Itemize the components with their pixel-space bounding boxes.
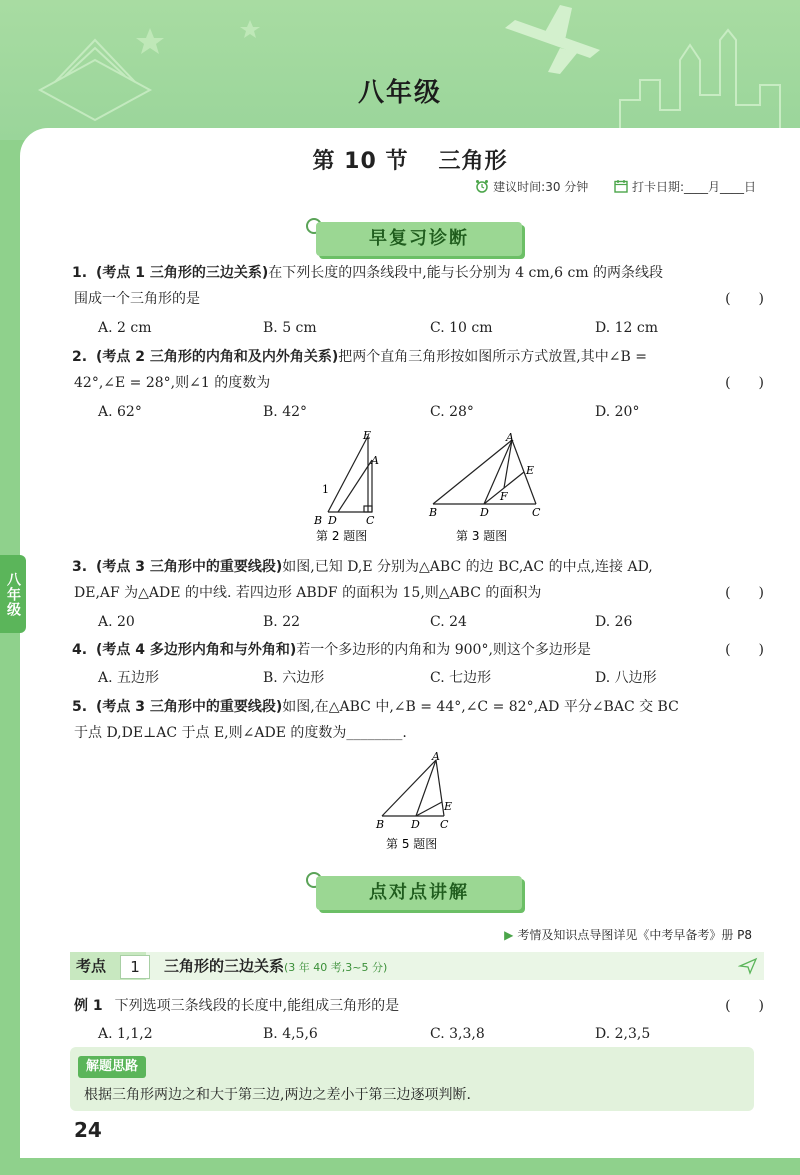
point-label: F xyxy=(500,490,508,503)
example-1 xyxy=(74,993,764,1019)
question-text: 若一个多边形的内角和为 900°,则这个多边形是 xyxy=(296,642,591,658)
question-tag: (考点 3 三角形中的重要线段) xyxy=(96,699,283,715)
question-5 xyxy=(74,694,764,746)
angle-label: 1 xyxy=(322,483,329,496)
page-number: 24 xyxy=(74,1118,102,1142)
keypoint-title-text: 三角形的三边关系 xyxy=(164,957,285,975)
point-label: B xyxy=(376,818,385,831)
example-label: 例 1 xyxy=(74,998,103,1014)
point-label: D xyxy=(480,506,489,519)
point-label: A xyxy=(371,454,379,467)
option-d[interactable]: D. 12 cm xyxy=(595,320,659,336)
keypoint-title xyxy=(164,952,387,982)
arrow-right-icon: ▶ xyxy=(504,928,514,942)
option-a[interactable]: A. 2 cm xyxy=(98,320,152,336)
question-number: 5. xyxy=(72,699,88,715)
question-tag: (考点 3 三角形中的重要线段) xyxy=(96,559,283,575)
suggested-time: 建议时间:30 分钟 xyxy=(493,180,589,194)
question-text: 把两个直角三角形按如图所示方式放置,其中∠B = xyxy=(338,349,647,365)
option-c[interactable]: C. 10 cm xyxy=(430,320,493,336)
question-3 xyxy=(74,554,764,606)
answer-paren[interactable]: ( ) xyxy=(725,998,764,1014)
keypoint-note: (3 年 40 考,3~5 分) xyxy=(284,961,388,974)
question-text: 如图,已知 D,E 分别为△ABC 的边 BC,AC 的中点,连接 AD, xyxy=(282,559,653,575)
option-a[interactable]: A. 1,1,2 xyxy=(98,1026,153,1042)
point-label: C xyxy=(366,514,375,527)
option-a[interactable]: A. 五边形 xyxy=(98,670,160,686)
point-label: E xyxy=(363,429,372,442)
meta-line xyxy=(475,178,756,195)
point-label: C xyxy=(440,818,449,831)
option-b[interactable]: B. 42° xyxy=(263,404,308,420)
point-label: A xyxy=(432,750,440,763)
header-background xyxy=(0,0,800,140)
option-c[interactable]: C. 24 xyxy=(430,614,467,630)
option-c[interactable]: C. 28° xyxy=(430,404,474,420)
explain-banner: 点对点讲解 xyxy=(316,876,522,910)
figure-5-caption: 第 5 题图 xyxy=(386,837,438,851)
section-name: 三角形 xyxy=(438,149,508,174)
point-label: D xyxy=(411,818,420,831)
option-b[interactable]: B. 22 xyxy=(263,614,301,630)
solution-thinking-text: 根据三角形两边之和大于第三边,两边之差小于第三边逐项判断. xyxy=(84,1087,471,1103)
question-text-line2: DE,AF 为△ADE 的中线. 若四边形 ABDF 的面积为 15,则△ABC 的面积为 xyxy=(74,585,542,601)
option-a[interactable]: A. 62° xyxy=(98,404,142,420)
calendar-icon xyxy=(614,179,628,193)
example-text: 下列选项三条线段的长度中,能组成三角形的是 xyxy=(114,998,400,1014)
question-tag: (考点 2 三角形的内角和及内外角关系) xyxy=(96,349,339,365)
question-text: 在下列长度的四条线段中,能与长分别为 4 cm,6 cm 的两条线段 xyxy=(268,265,664,281)
section-title xyxy=(20,144,800,175)
point-label: E xyxy=(526,464,535,477)
figure-2-caption: 第 2 题图 xyxy=(316,529,368,543)
option-d[interactable]: D. 2,3,5 xyxy=(595,1026,651,1042)
figure-3-caption: 第 3 题图 xyxy=(456,529,508,543)
option-b[interactable]: B. 六边形 xyxy=(263,670,325,686)
option-b[interactable]: B. 4,5,6 xyxy=(263,1026,318,1042)
question-text-line2: 于点 D,DE⊥AC 于点 E,则∠ADE 的度数为________. xyxy=(74,725,407,741)
question-text: 如图,在△ABC 中,∠B = 44°,∠C = 82°,AD 平分∠BAC 交 BC xyxy=(282,699,679,715)
figure-2-3 xyxy=(300,428,570,546)
question-tag: (考点 4 多边形内角和与外角和) xyxy=(96,642,297,658)
question-text-line2: 42°,∠E = 28°,则∠1 的度数为 xyxy=(74,375,271,391)
solution-thinking-tag: 解题思路 xyxy=(78,1056,146,1078)
section-number: 第 10 节 xyxy=(312,149,409,174)
grade-title: 八年级 xyxy=(357,78,442,108)
option-c[interactable]: C. 3,3,8 xyxy=(430,1026,485,1042)
question-1 xyxy=(74,260,764,312)
question-number: 4. xyxy=(72,642,88,658)
header-decoration-icon xyxy=(0,0,800,140)
answer-paren[interactable]: ( ) xyxy=(725,375,764,391)
paper-plane-icon xyxy=(738,956,758,976)
checkin-date: 打卡日期:____月____日 xyxy=(631,180,756,194)
question-number: 2. xyxy=(72,349,88,365)
keypoint-number: 1 xyxy=(120,955,150,979)
answer-paren[interactable]: ( ) xyxy=(725,291,764,307)
answer-paren[interactable]: ( ) xyxy=(725,585,764,601)
review-banner: 早复习诊断 xyxy=(316,222,522,256)
reference-link-text: 考情及知识点导图详见《中考早备考》册 P8 xyxy=(517,928,752,942)
reference-link[interactable] xyxy=(504,926,752,943)
option-d[interactable]: D. 八边形 xyxy=(595,670,657,686)
point-label: A xyxy=(506,431,514,444)
figure-5 xyxy=(370,750,480,854)
question-text-line2: 围成一个三角形的是 xyxy=(74,291,200,307)
point-label: C xyxy=(532,506,541,519)
question-4 xyxy=(74,637,764,663)
alarm-clock-icon xyxy=(475,179,489,193)
side-grade-tab[interactable] xyxy=(0,555,26,633)
question-tag: (考点 1 三角形的三边关系) xyxy=(96,265,269,281)
point-label: D xyxy=(328,514,337,527)
option-c[interactable]: C. 七边形 xyxy=(430,670,492,686)
question-number: 3. xyxy=(72,559,88,575)
option-b[interactable]: B. 5 cm xyxy=(263,320,317,336)
point-label: E xyxy=(444,800,453,813)
keypoint-label: 考点 xyxy=(70,952,146,980)
question-number: 1. xyxy=(72,265,88,281)
point-label: B xyxy=(429,506,438,519)
option-d[interactable]: D. 20° xyxy=(595,404,640,420)
answer-paren[interactable]: ( ) xyxy=(725,642,764,658)
point-label: B xyxy=(314,514,323,527)
side-tab-label: 八年级 xyxy=(5,571,21,617)
option-a[interactable]: A. 20 xyxy=(98,614,135,630)
question-2 xyxy=(74,344,764,396)
option-d[interactable]: D. 26 xyxy=(595,614,633,630)
